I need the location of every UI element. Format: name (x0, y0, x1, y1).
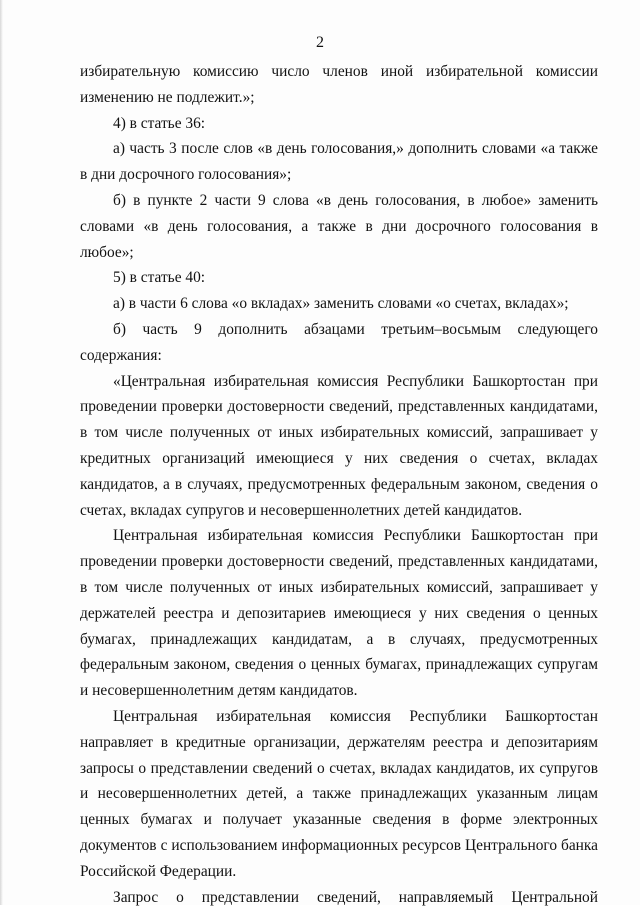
paragraph-item-5a: а) в части 6 слова «о вкладах» заменить словами «о счетах, вкладах»; (80, 291, 598, 317)
paragraph-quote-1: «Центральная избирательная комиссия Республики Башкортостан при проведении проверки достоверности сведений, представленных кандидатами, в том числе полученных от иных избирательных комиссий, запрашивает у кредитных организаций имеющиеся у них сведения о счетах, вкладах кандидатов, а в случаях, предусмотренных федеральным законом, сведения о счетах, вкладах супругов и несовершеннолетних детей кандидатов. (80, 369, 598, 524)
paragraph-item-4: 4) в статье 36: (80, 111, 598, 137)
document-body (80, 59, 598, 910)
paragraph-item-4a: а) часть 3 после слов «в день голосования,» дополнить словами «а также в дни досрочного голосования»; (80, 136, 598, 188)
paragraph-quote-4: Запрос о представлении сведений, направляемый Центральной (80, 885, 598, 910)
scan-edge (0, 0, 3, 905)
paragraph-item-5b: б) часть 9 дополнить абзацами третьим–восьмым следующего содержания: (80, 317, 598, 369)
page-number: 2 (0, 34, 640, 52)
paragraph-item-5: 5) в статье 40: (80, 265, 598, 291)
paragraph-item-4b: б) в пункте 2 части 9 слова «в день голосования, в любое» заменить словами «в день голосования, а также в дни досрочного голосования в любое»; (80, 188, 598, 265)
paragraph-quote-2: Центральная избирательная комиссия Республики Башкортостан при проведении проверки достоверности сведений, представленных кандидатами, в том числе полученных от иных избирательных комиссий, запрашивает у держателей реестра и депозитариев имеющиеся у них сведения о ценных бумагах, принадлежащих кандидатам, а в случаях, предусмотренных федеральным законом, сведения о ценных бумагах, принадлежащих супругам и несовершеннолетним детям кандидатов. (80, 523, 598, 704)
paragraph-continuation: избирательную комиссию число членов иной избирательной комиссии изменению не подлежит.»; (80, 59, 598, 111)
paragraph-quote-3: Центральная избирательная комиссия Республики Башкортостан направляет в кредитные организации, держателям реестра и депозитариям запросы о представлении сведений о счетах, вкладах кандидатов, их супругов и несовершеннолетних детей, а также принадлежащих указанным лицам ценных бумагах и получает указанные сведения в форме электронных документов с использованием информационных ресурсов Центрального банка Российской Федерации. (80, 704, 598, 885)
